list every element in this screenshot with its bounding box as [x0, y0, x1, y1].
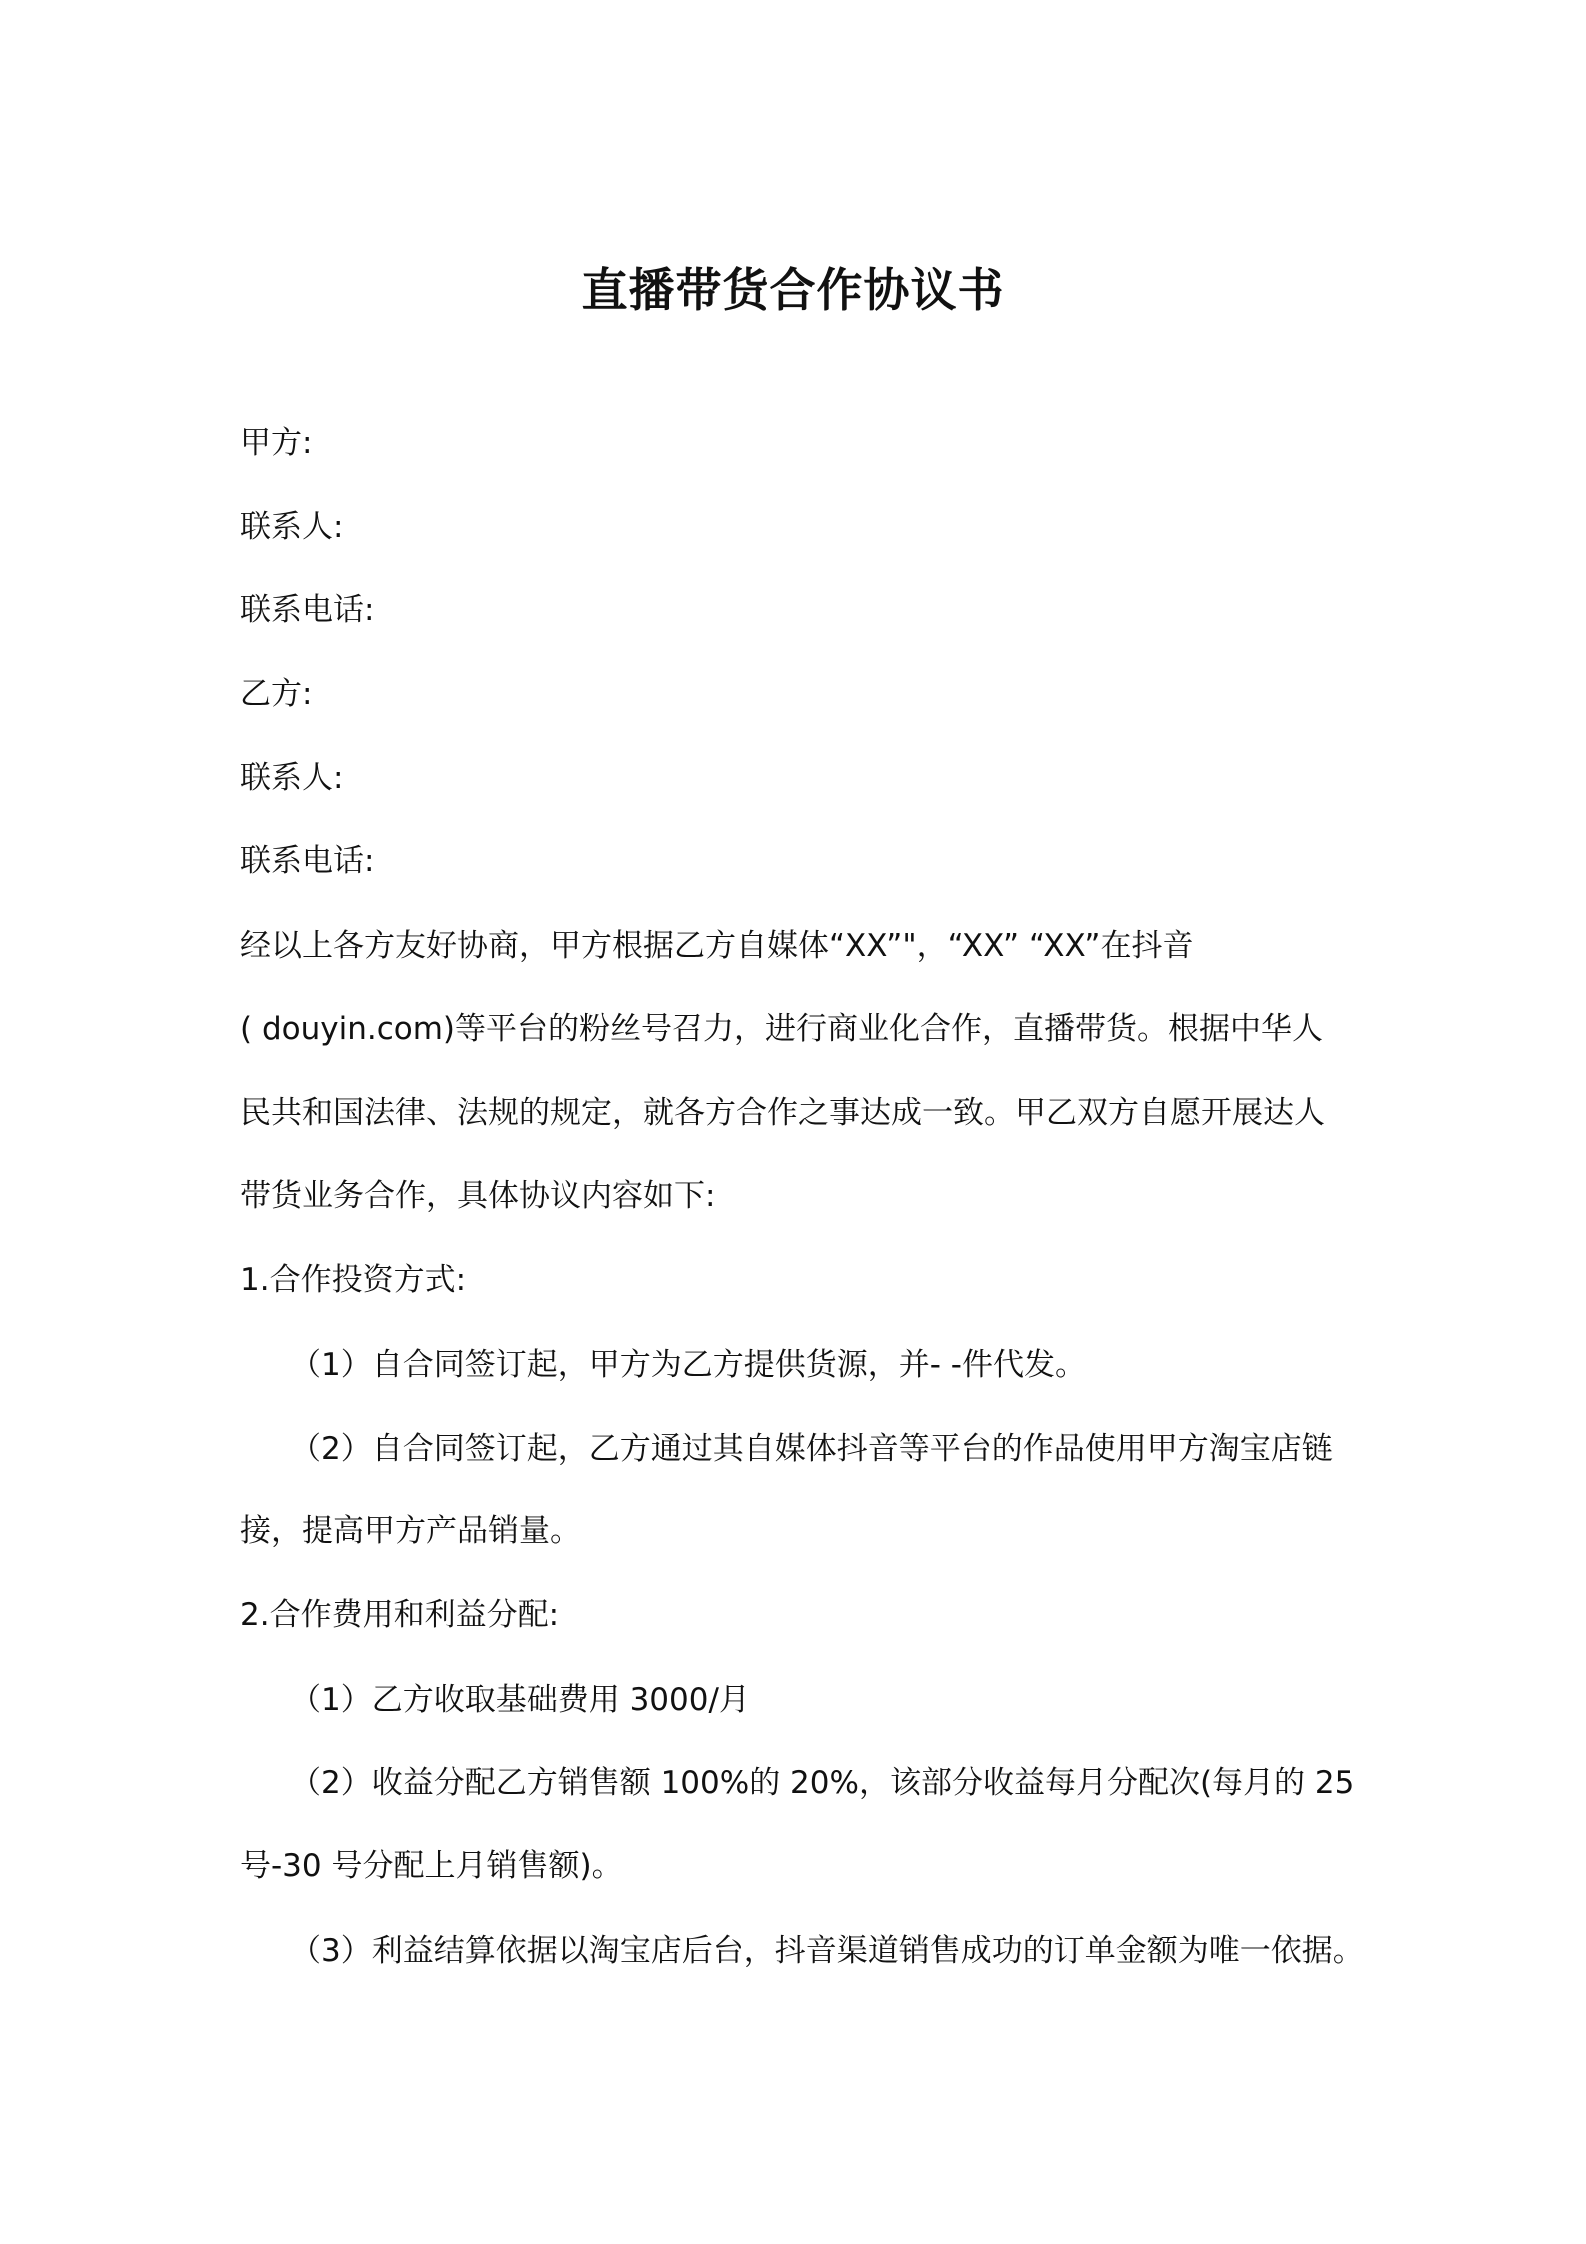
section-2-item-1: （1）乙方收取基础费用 3000/月	[290, 1682, 750, 1718]
section-1-item-2: （2）自合同签订起，乙方通过其自媒体抖音等平台的作品使用甲方淘宝店链	[290, 1431, 1333, 1467]
party-b-phone-label: 联系电话:	[240, 843, 375, 879]
section-2-item-2: （2）收益分配乙方销售额 100%的 20%，该部分收益每月分配次(每月的 25	[290, 1765, 1355, 1801]
party-b-label: 乙方:	[240, 676, 313, 712]
preamble-line: ( douyin.com)等平台的粉丝号召力，进行商业化合作，直播带货。根据中华人	[240, 1011, 1323, 1047]
preamble-line: 经以上各方友好协商，甲方根据乙方自媒体“XX”"，“XX” “XX”在抖音	[240, 928, 1194, 964]
preamble-line: 带货业务合作，具体协议内容如下:	[240, 1178, 716, 1214]
party-a-contact-label: 联系人:	[240, 509, 344, 545]
section-1-heading: 1.合作投资方式:	[240, 1262, 467, 1298]
party-a-phone-label: 联系电话:	[240, 592, 375, 628]
document-title: 直播带货合作协议书	[581, 263, 1005, 317]
section-2-item-3: （3）利益结算依据以淘宝店后台，抖音渠道销售成功的订单金额为唯一依据。	[290, 1933, 1364, 1969]
section-1-item-1: （1）自合同签订起，甲方为乙方提供货源，并- -件代发。	[290, 1347, 1086, 1383]
party-b-contact-label: 联系人:	[240, 760, 344, 796]
preamble-line: 民共和国法律、法规的规定，就各方合作之事达成一致。甲乙双方自愿开展达人	[240, 1095, 1325, 1131]
section-1-item-2-continued: 接，提高甲方产品销量。	[240, 1513, 581, 1549]
section-2-item-2-continued: 号-30 号分配上月销售额)。	[240, 1848, 623, 1884]
section-2-heading: 2.合作费用和利益分配:	[240, 1597, 560, 1633]
party-a-label: 甲方:	[240, 425, 313, 461]
